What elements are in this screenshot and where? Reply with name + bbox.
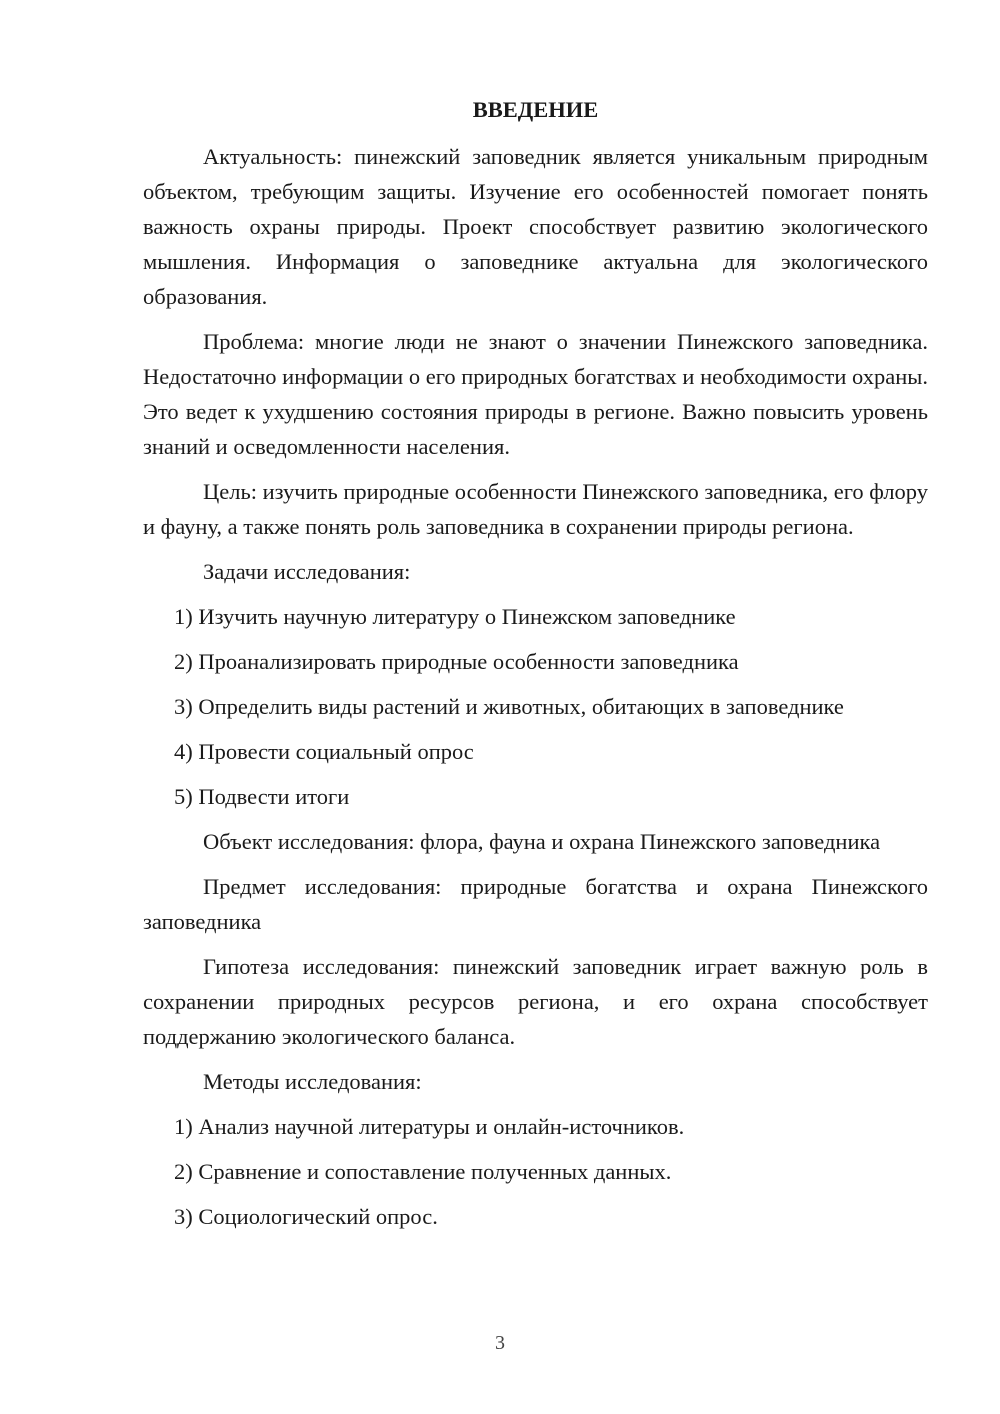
methods-heading: Методы исследования: [203,1069,422,1094]
list-item: 2) Сравнение и сопоставление полученных данных. [174,1159,672,1184]
list-item: 4) Провести социальный опрос [174,739,474,764]
list-item: 1) Изучить научную литературу о Пинежском заповеднике [174,604,736,629]
paragraph-goal: Цель: изучить природные особенности Пинежского заповедника, его флору и фауну, а также понять роль заповедника в сохранении природы региона. [143,479,929,539]
tasks-heading: Задачи исследования: [203,559,411,584]
paragraph-object: Объект исследования: флора, фауна и охрана Пинежского заповедника [203,829,881,854]
list-item: 3) Определить виды растений и животных, обитающих в заповеднике [174,694,844,719]
list-item: 1) Анализ научной литературы и онлайн-источников. [174,1114,685,1139]
list-item: 5) Подвести итоги [174,784,350,809]
document-page [143,92,928,1244]
methods-list [143,1109,928,1234]
page-number: 3 [495,1332,505,1354]
list-item: 2) Проанализировать природные особенности заповедника [174,649,739,674]
paragraph-actuality: Актуальность: пинежский заповедник является уникальным природным объектом, требующим защиты. Изучение его особенностей помогает понять важность охраны природы. Проект способствует развитию экологического мышления. Информация о заповеднике актуальна для экологического образования. [143,144,928,309]
page-title: ВВЕДЕНИЕ [472,97,599,122]
paragraph-problem: Проблема: многие люди не знают о значении Пинежского заповедника. Недостаточно информации о его природных богатствах и необходимости охраны. Это ведет к ухудшению состояния природы в регионе. Важно повысить уровень знаний и осведомленности населения. [143,329,928,459]
paragraph-hypothesis: Гипотеза исследования: пинежский заповедник играет важную роль в сохранении природных ресурсов региона, и его охрана способствует поддержанию экологического баланса. [143,954,928,1049]
list-item: 3) Социологический опрос. [174,1204,438,1229]
paragraph-subject: Предмет исследования: природные богатства и охрана Пинежского заповедника [143,874,928,934]
tasks-list [143,599,928,814]
